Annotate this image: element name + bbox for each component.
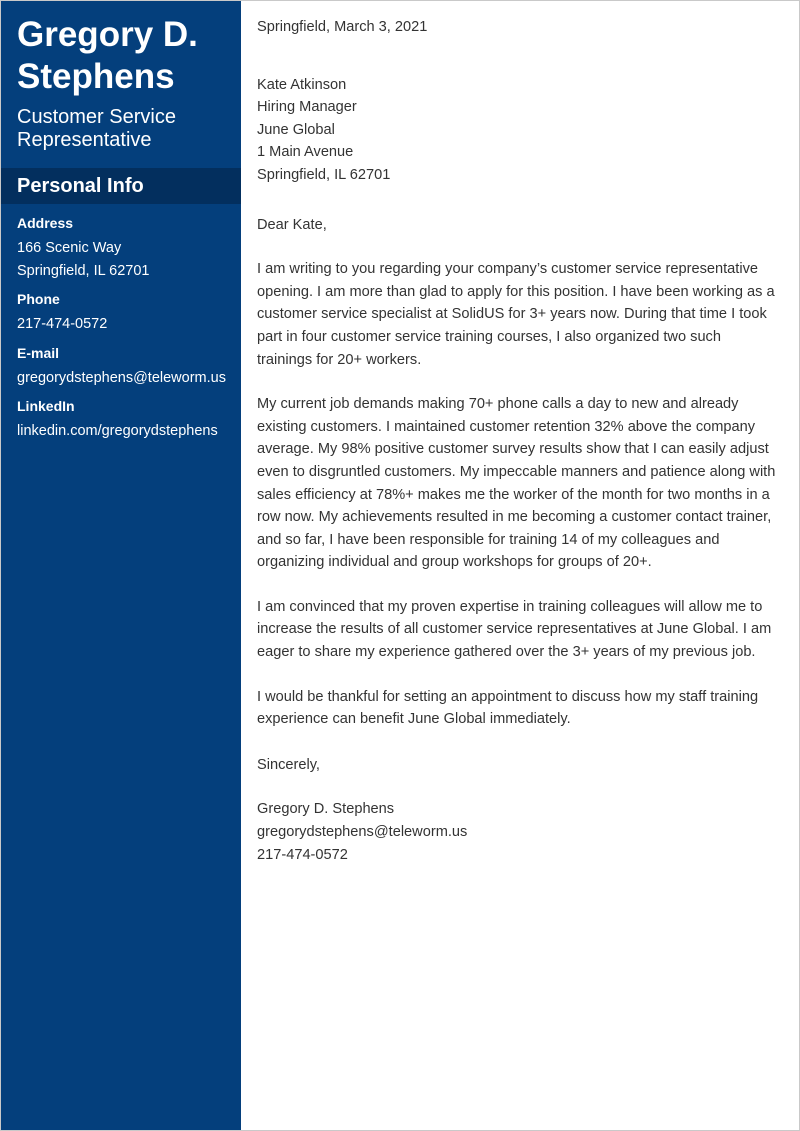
salutation: Dear Kate, bbox=[257, 216, 327, 233]
signature-phone: 217-474-0572 bbox=[257, 846, 348, 863]
linkedin-value: linkedin.com/gregorydstephens bbox=[17, 423, 218, 439]
applicant-name bbox=[1, 1, 241, 98]
job-title bbox=[1, 98, 241, 152]
address-line-1: 166 Scenic Way bbox=[17, 240, 122, 256]
email-label: E-mail bbox=[17, 344, 60, 361]
recipient-name: Kate Atkinson bbox=[257, 76, 347, 93]
address-group bbox=[17, 214, 225, 282]
recipient-title: Hiring Manager bbox=[257, 99, 357, 116]
job-title-line-2: Representative bbox=[17, 129, 152, 151]
name-line-2: Stephens bbox=[17, 57, 175, 96]
phone-group bbox=[17, 290, 225, 336]
recipient-block bbox=[257, 74, 779, 187]
email-group bbox=[17, 344, 225, 390]
address-label: Address bbox=[17, 215, 74, 231]
name-line-1: Gregory D. bbox=[17, 15, 198, 54]
address-line-2: Springfield, IL 62701 bbox=[17, 262, 150, 279]
personal-info-heading: Personal Info bbox=[1, 168, 241, 204]
personal-info bbox=[1, 204, 241, 443]
body-paragraph-3: I am convinced that my proven expertise in training colleagues will allow me to increase the results of all customer service representatives at June Global. I am eager to share my experience gathered over the 3+ years of my previous job. bbox=[257, 598, 772, 661]
recipient-company: June Global bbox=[257, 121, 335, 138]
letter-date: Springfield, March 3, 2021 bbox=[257, 19, 428, 35]
body-paragraph-1: I am writing to you regarding your company’s customer service representative opening. I am more than glad to apply for this position. I have been working as a customer service specialist at SolidUS for 3+ years now. During that time I took part in four customer service training courses, I also organized two such trainings for 20+ workers. bbox=[257, 261, 775, 368]
job-title-line-1: Customer Service bbox=[17, 106, 176, 128]
sidebar bbox=[1, 1, 241, 1130]
email-value: gregorydstephens@teleworm.us bbox=[17, 369, 226, 386]
letter-body bbox=[257, 1, 779, 866]
recipient-city: Springfield, IL 62701 bbox=[257, 166, 391, 183]
signature-email: gregorydstephens@teleworm.us bbox=[257, 824, 468, 841]
body-paragraph-4: I would be thankful for setting an appointment to discuss how my staff training experience can benefit June Global immediately. bbox=[257, 688, 759, 728]
body-paragraph-2: My current job demands making 70+ phone calls a day to new and already existing customers. I maintained customer retention 32% above the company average. My 98% positive customer survey results show that I can easily adjust even to disgruntled customers. My impeccable manners and patience along with sales efficiency at 78%+ makes me the worker of the month for two months in a row now. My achievements resulted in me becoming a customer contact trainer, and so far, I have been responsible for training 14 of my colleagues and organizing individual and group workshops for groups of 20+. bbox=[257, 396, 776, 571]
signature-block bbox=[257, 798, 779, 866]
linkedin-group bbox=[17, 397, 225, 443]
linkedin-label: LinkedIn bbox=[17, 398, 75, 414]
phone-value: 217-474-0572 bbox=[17, 316, 108, 332]
phone-label: Phone bbox=[17, 291, 60, 307]
recipient-street: 1 Main Avenue bbox=[257, 144, 354, 161]
closing: Sincerely, bbox=[257, 756, 320, 773]
signature-name: Gregory D. Stephens bbox=[257, 801, 395, 818]
